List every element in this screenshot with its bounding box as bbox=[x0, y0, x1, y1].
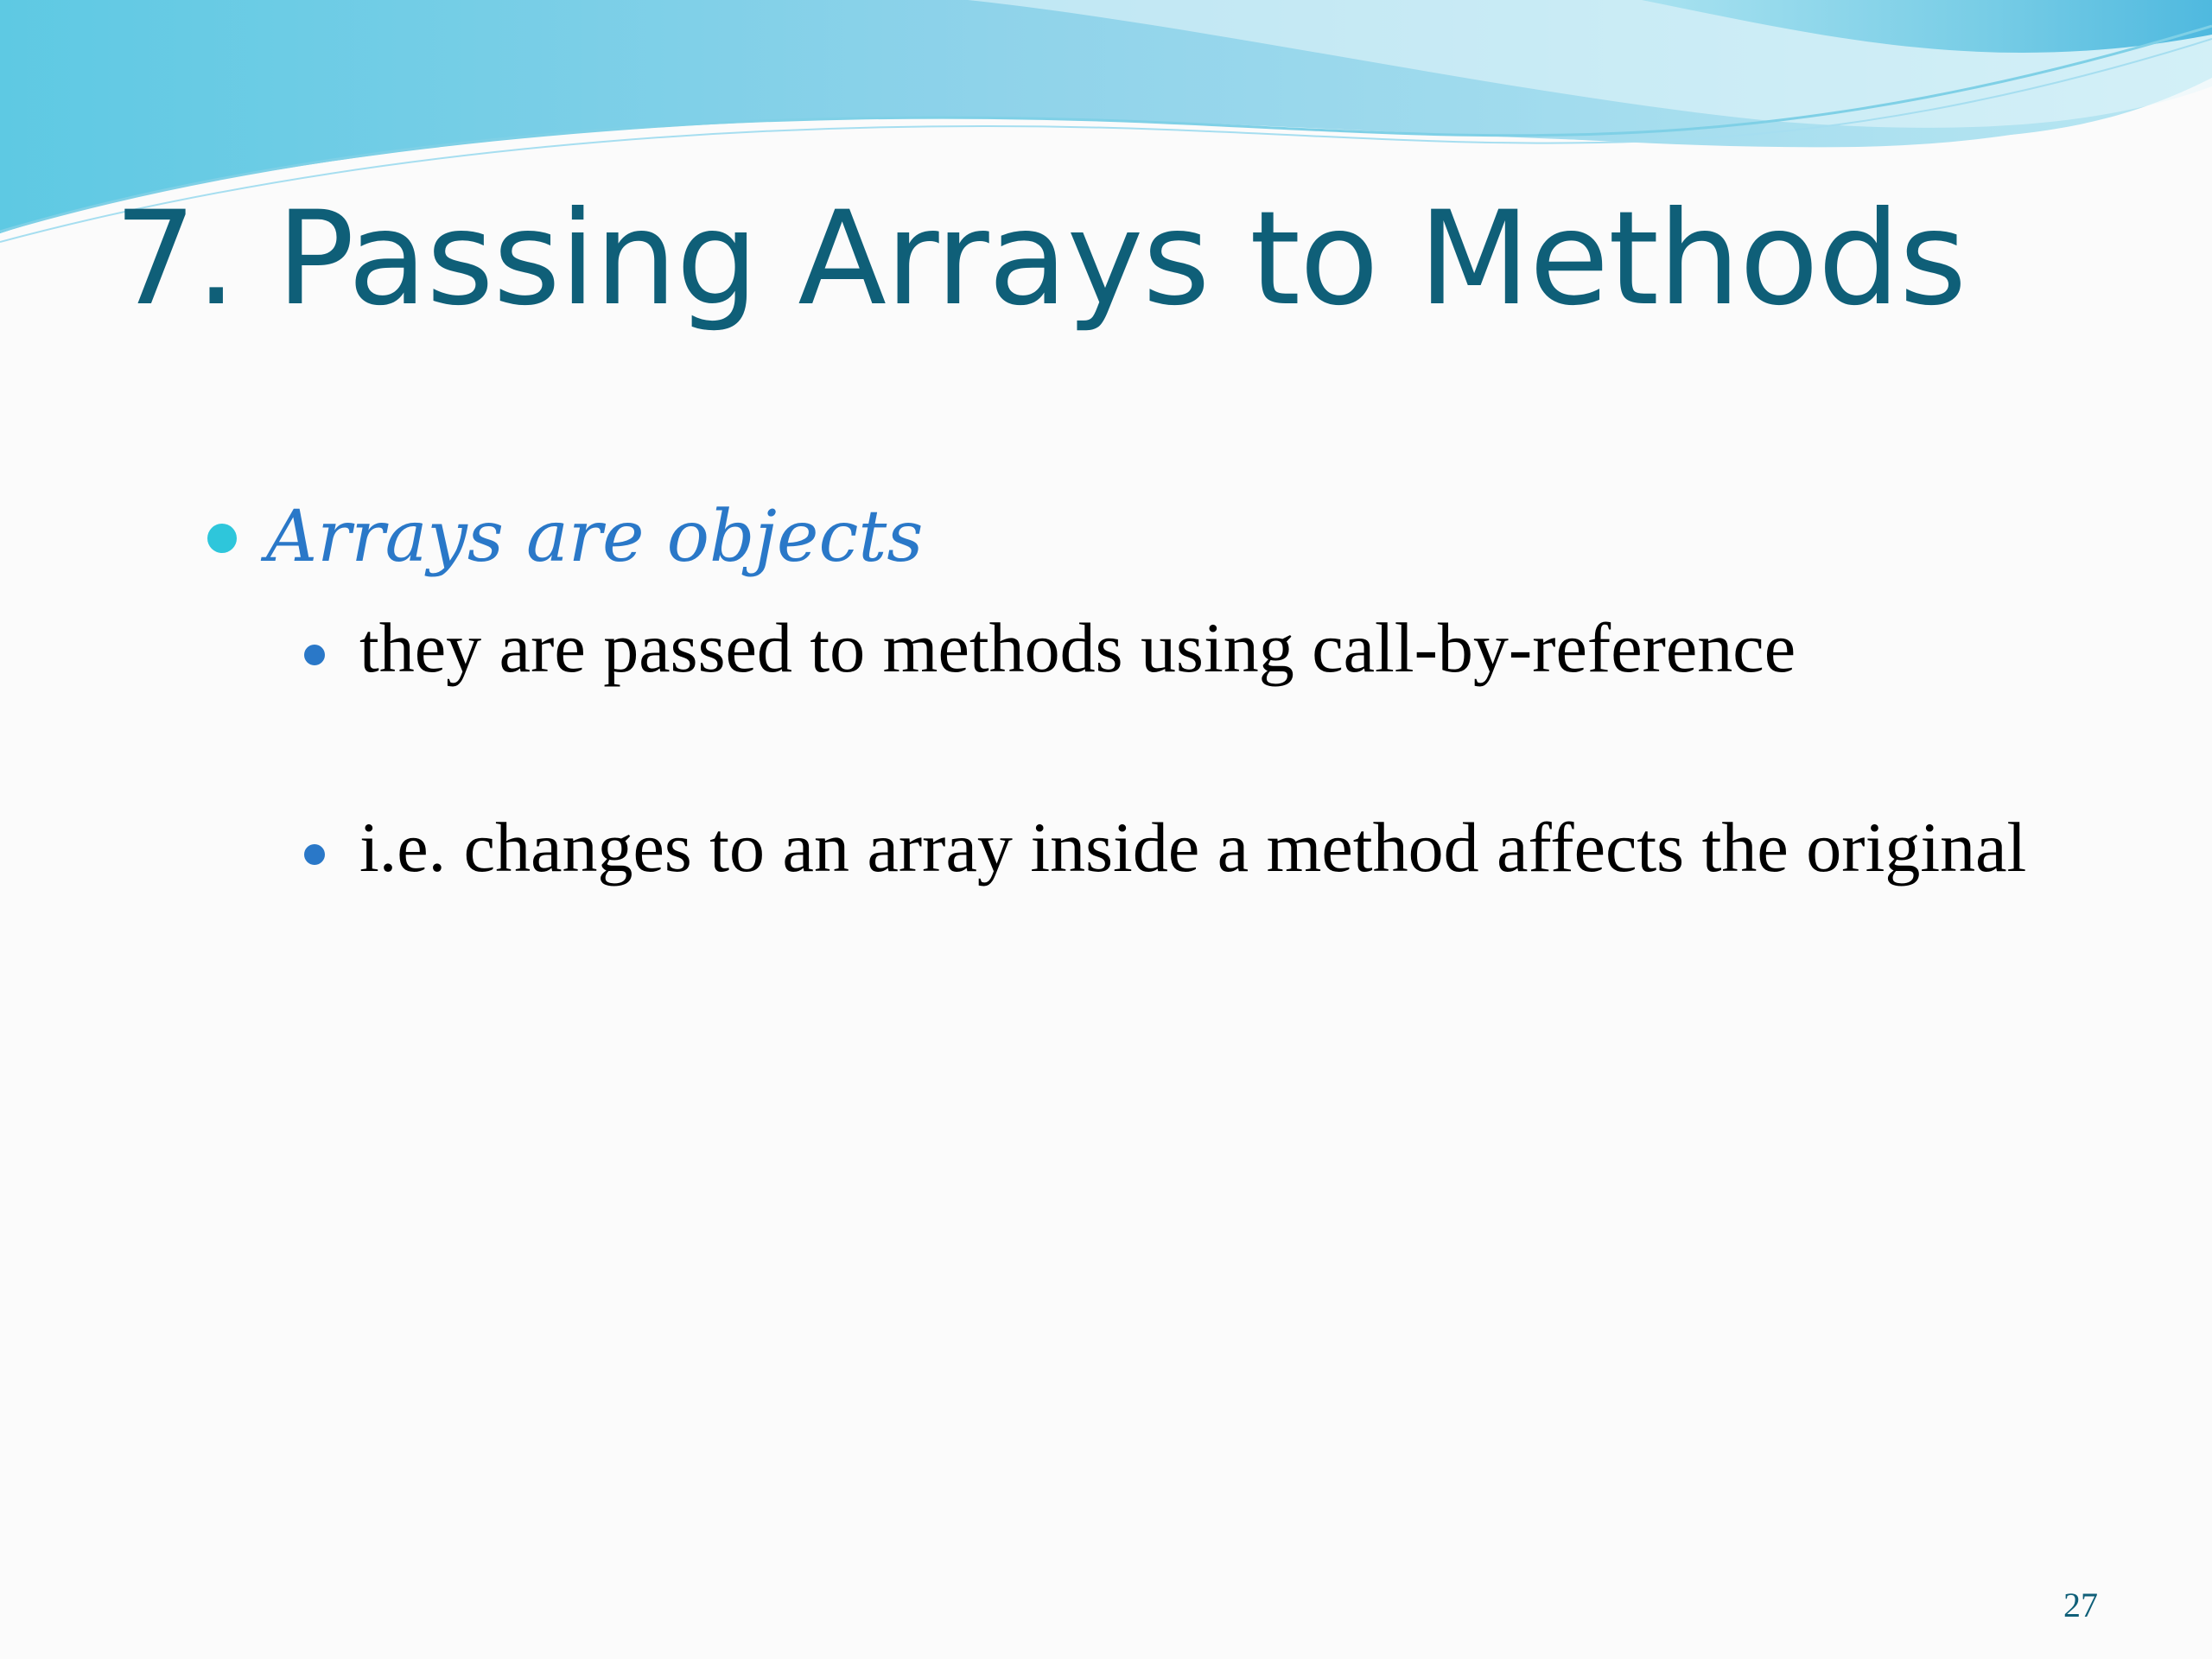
sub-bullet-text: they are passed to methods using call-by-reference bbox=[359, 608, 1796, 687]
sub-bullet-changes-affect-original bbox=[304, 808, 2053, 887]
bullet-marker-icon bbox=[207, 524, 237, 553]
slide-title: 7. Passing Arrays to Methods bbox=[114, 184, 1967, 334]
page-number: 27 bbox=[2063, 1586, 2098, 1624]
sub-bullet-text: i.e. changes to an array inside a method affects the original bbox=[359, 808, 2027, 887]
sub-bullet-call-by-reference bbox=[304, 608, 2053, 688]
sub-bullet-marker-icon bbox=[304, 645, 325, 665]
sub-bullet-marker-icon bbox=[304, 844, 325, 865]
bullet-level1-arrays-are-objects bbox=[207, 493, 923, 582]
bullet-level1-text: Arrays are objects bbox=[266, 496, 924, 578]
